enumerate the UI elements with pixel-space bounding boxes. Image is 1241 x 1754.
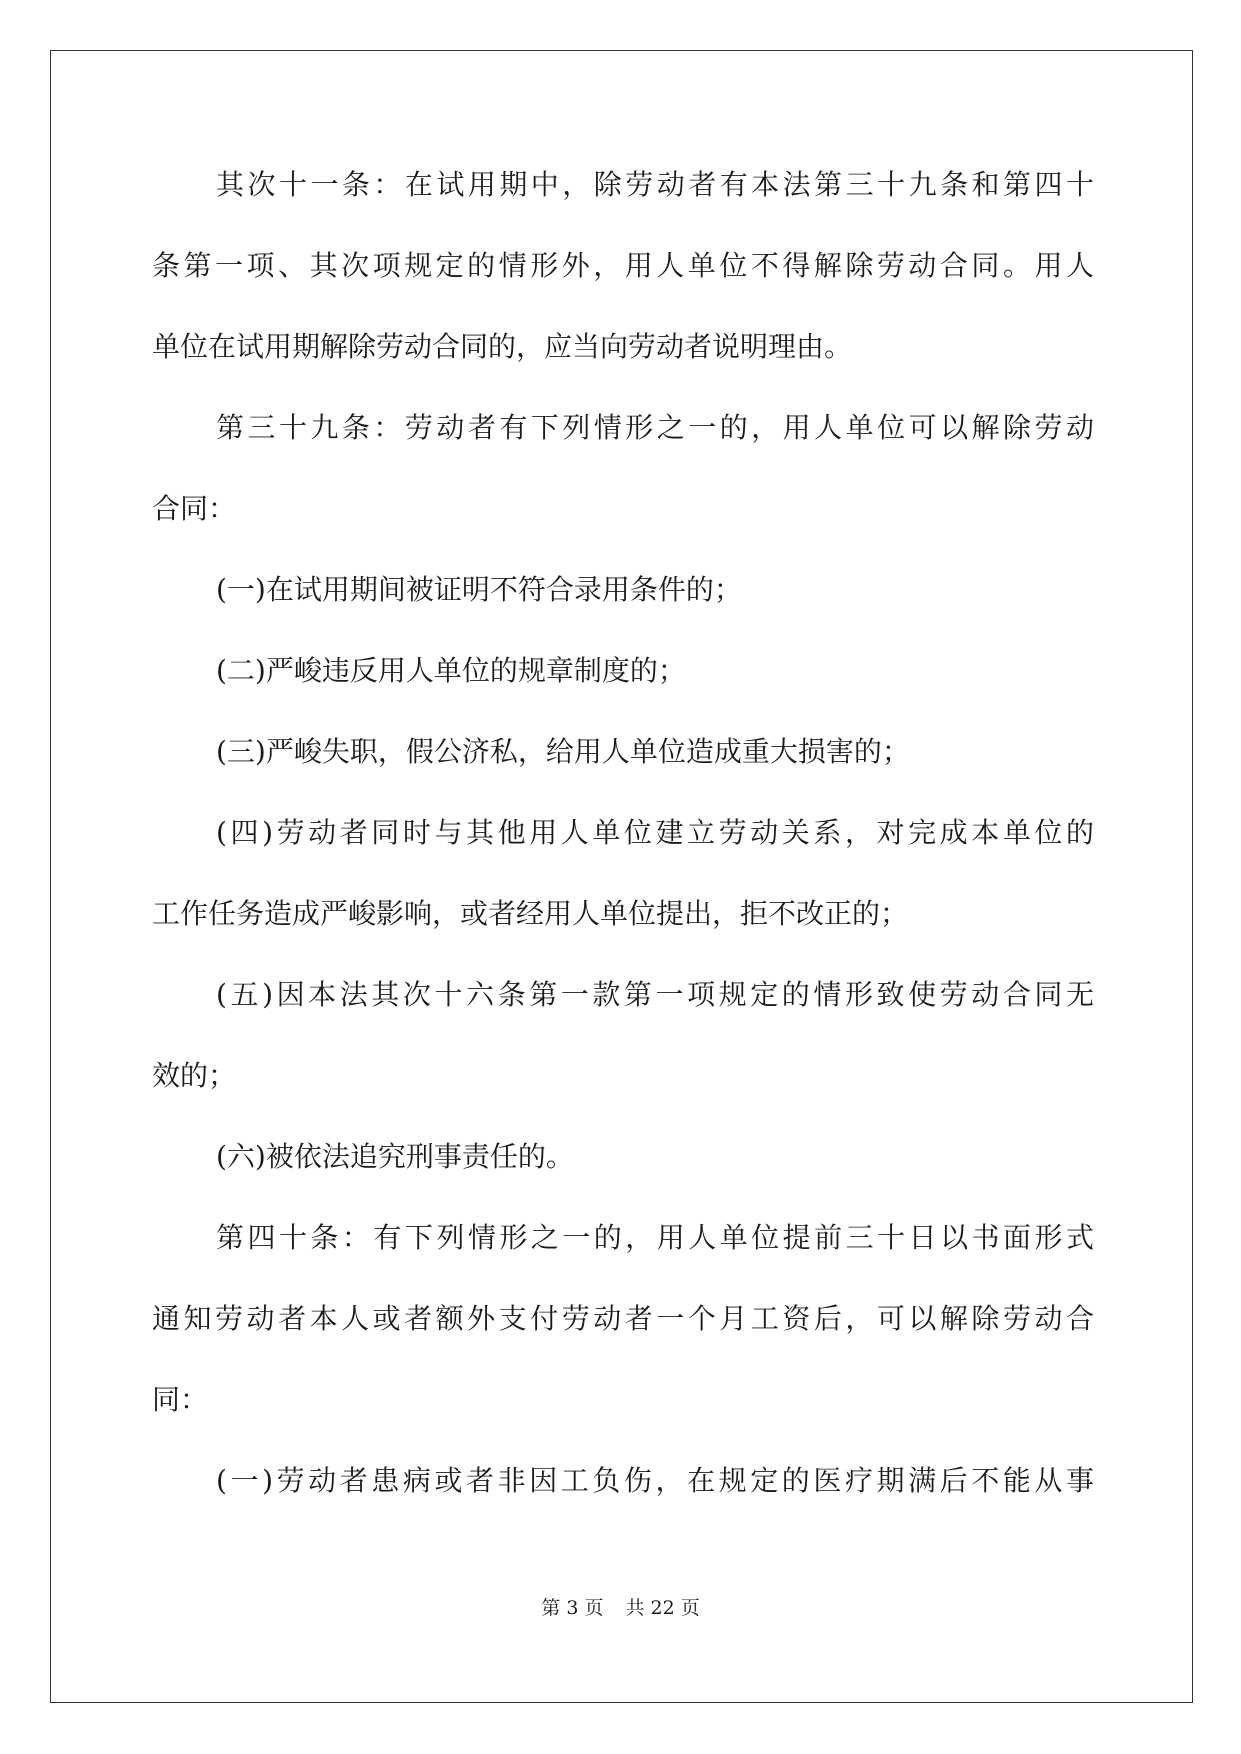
paragraph-line: 合同： bbox=[152, 492, 237, 525]
page-footer bbox=[0, 1594, 1241, 1622]
paragraph-line: 条第一项、其次项规定的情形外，用人单位不得解除劳动合同。用人 bbox=[152, 249, 1094, 282]
paragraph-line: 单位在试用期解除劳动合同的，应当向劳动者说明理由。 bbox=[152, 330, 853, 363]
list-item: (一)在试用期间被证明不符合录用条件的； bbox=[216, 573, 742, 606]
paragraph-line: 工作任务造成严峻影响，或者经用人单位提出，拒不改正的； bbox=[152, 897, 909, 930]
list-item: (四)劳动者同时与其他用人单位建立劳动关系，对完成本单位的 bbox=[216, 816, 1094, 849]
paragraph-line: 同： bbox=[152, 1383, 209, 1416]
list-item: (三)严峻失职，假公济私，给用人单位造成重大损害的； bbox=[216, 735, 910, 768]
paragraph-line: 效的； bbox=[152, 1059, 237, 1092]
list-item: (五)因本法其次十六条第一款第一项规定的情形致使劳动合同无 bbox=[216, 978, 1094, 1011]
paragraph-line: 其次十一条：在试用期中，除劳动者有本法第三十九条和第四十 bbox=[216, 168, 1094, 201]
page-number: 第 3 页 bbox=[541, 1597, 604, 1619]
list-item: (一)劳动者患病或者非因工负伤，在规定的医疗期满后不能从事 bbox=[216, 1464, 1094, 1497]
page-border bbox=[50, 50, 1193, 1703]
page-total: 共 22 页 bbox=[625, 1597, 700, 1619]
paragraph-line: 通知劳动者本人或者额外支付劳动者一个月工资后，可以解除劳动合 bbox=[152, 1302, 1094, 1335]
paragraph-line: 第四十条：有下列情形之一的，用人单位提前三十日以书面形式 bbox=[216, 1221, 1094, 1254]
list-item: (二)严峻违反用人单位的规章制度的； bbox=[216, 654, 686, 687]
list-item: (六)被依法追究刑事责任的。 bbox=[216, 1140, 574, 1173]
paragraph-line: 第三十九条：劳动者有下列情形之一的，用人单位可以解除劳动 bbox=[216, 411, 1094, 444]
